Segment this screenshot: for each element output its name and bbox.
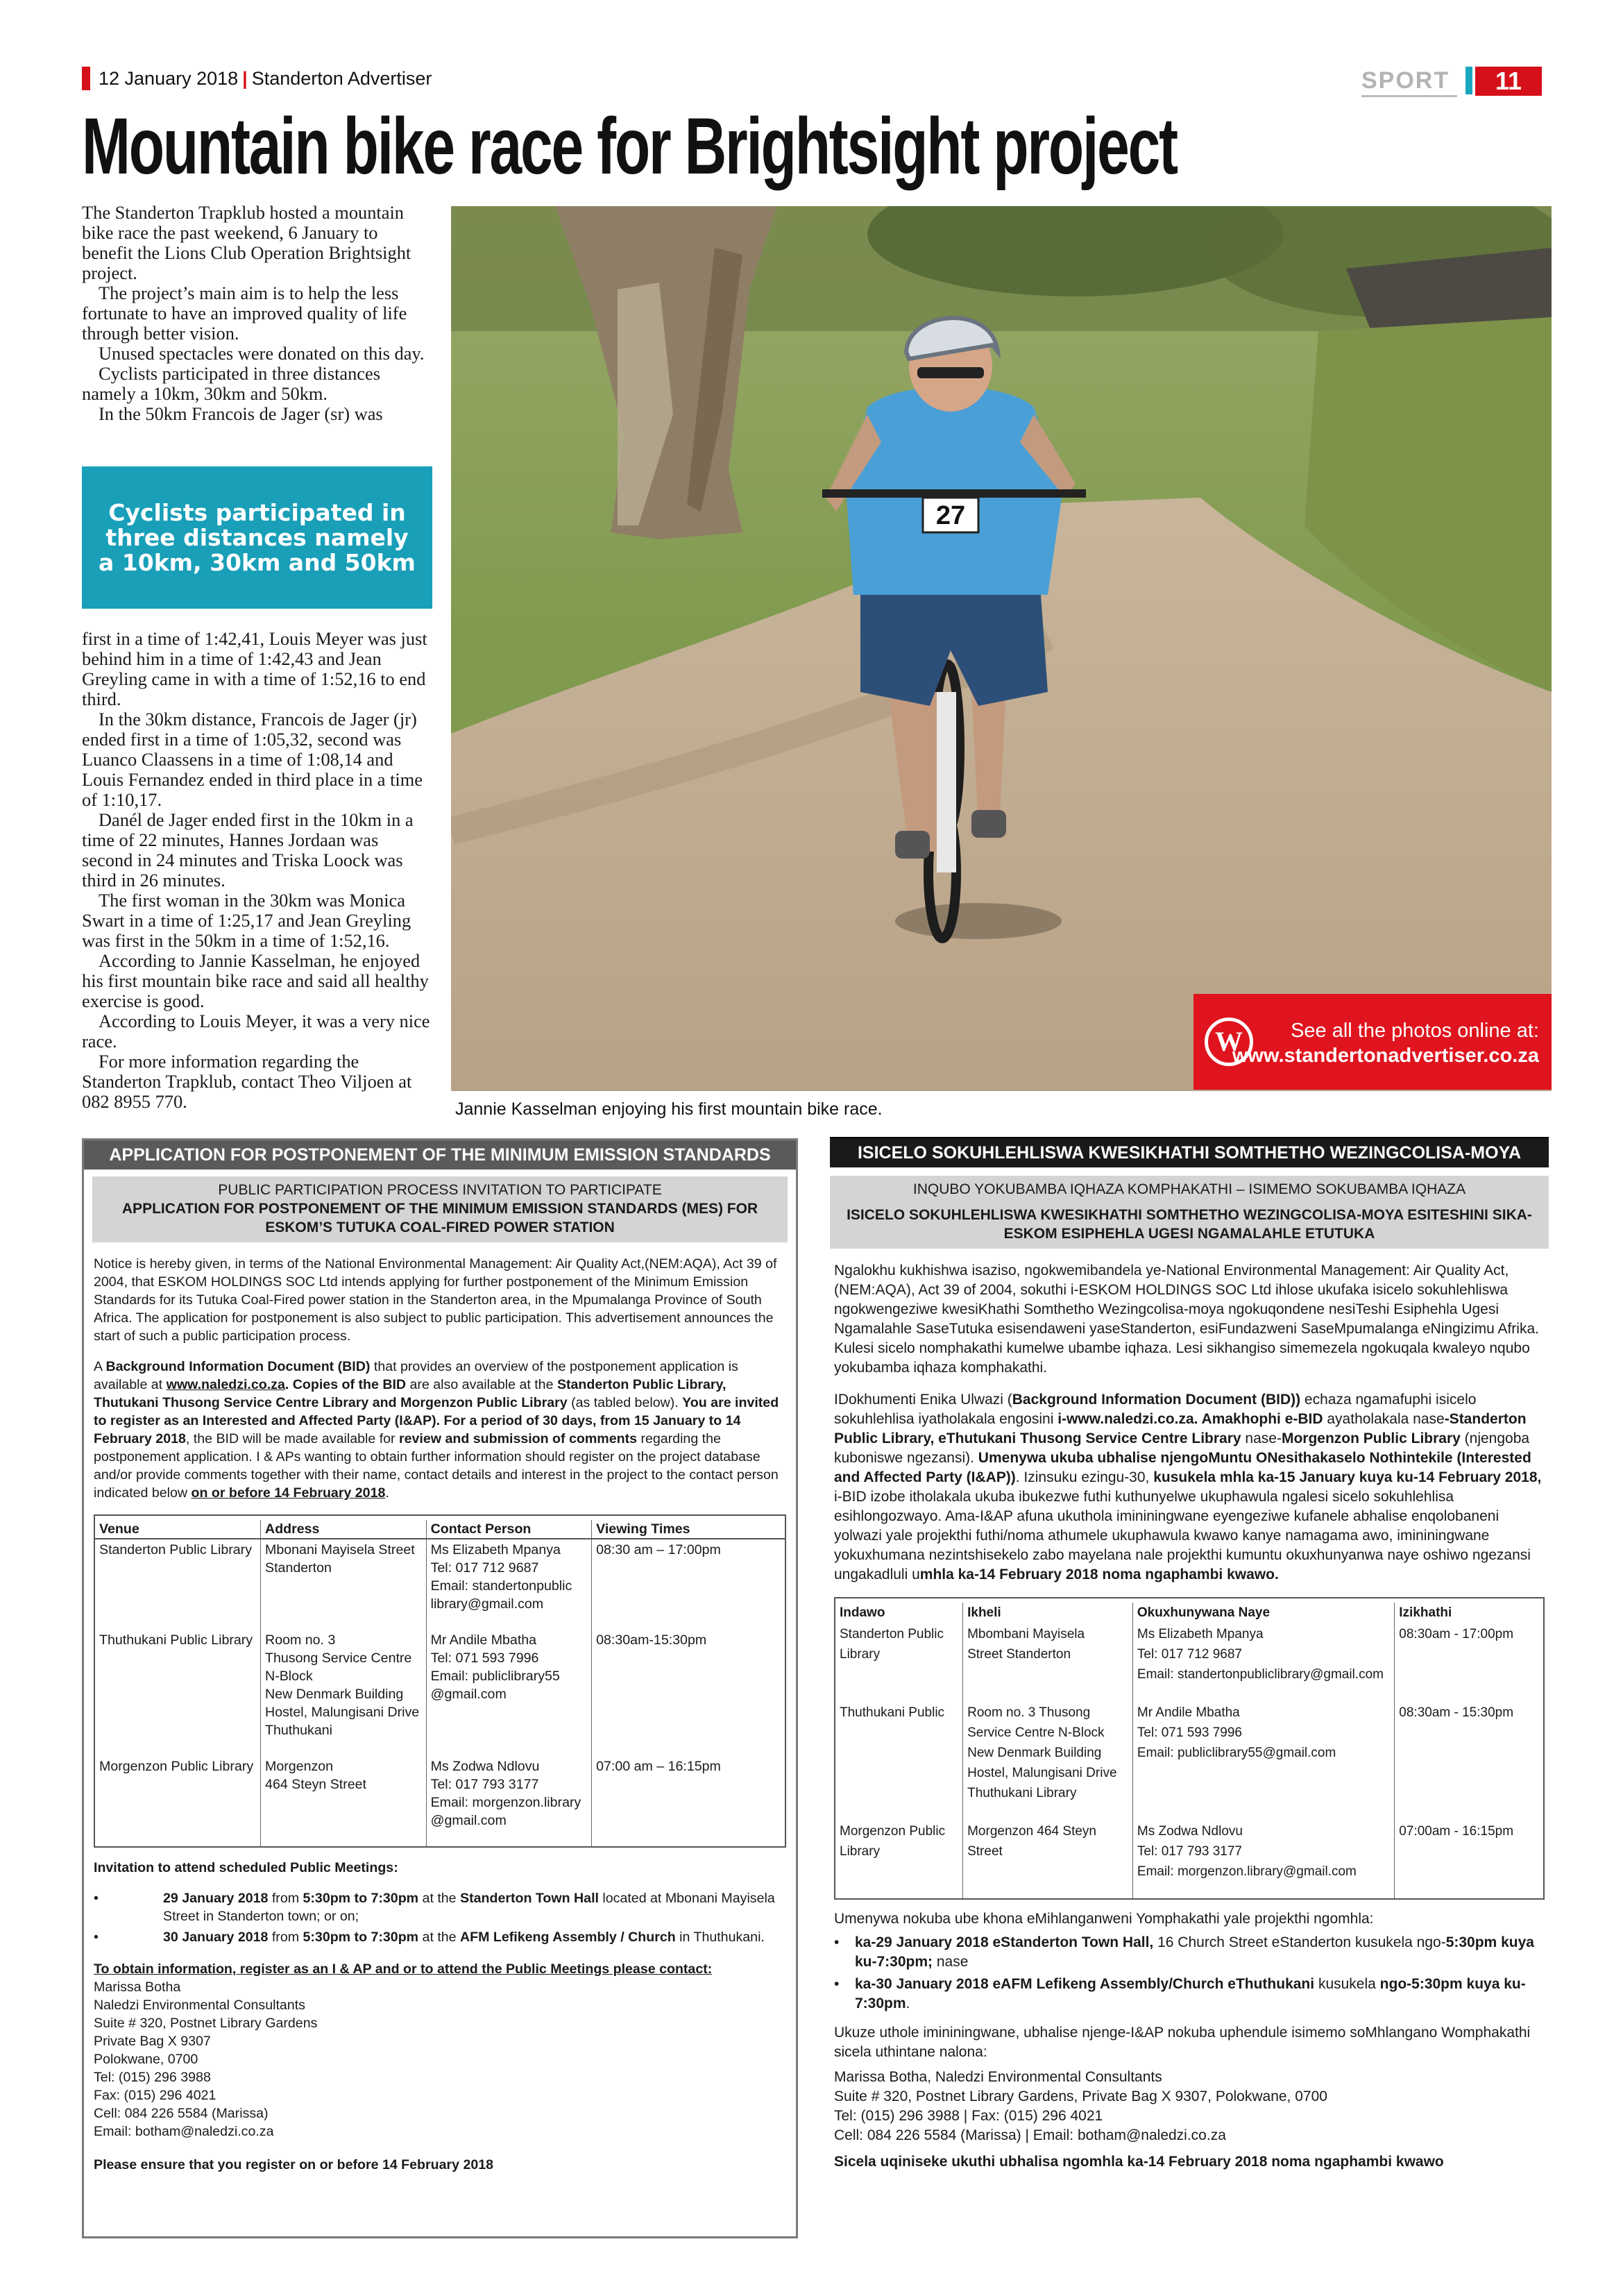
header-accent-bar: [82, 67, 90, 90]
cyclist-photo-illustration: [451, 206, 1552, 1091]
website-link[interactable]: i-www.naledzi.co.za. Amakhophi e-BID: [1057, 1411, 1323, 1427]
section-blue-tab: [1465, 67, 1472, 94]
table-header: Izikhathi: [1395, 1603, 1543, 1623]
table-header: Viewing Times: [592, 1520, 785, 1539]
table-header: Address: [261, 1520, 427, 1539]
section-underline: [1361, 95, 1457, 97]
notice-subheading: [92, 1176, 788, 1242]
article-paragraph: first in a time of 1:42,41, Louis Meyer was just behind him in a time of 1:42,43 and Jean Greyling came in with a time of 1:52,16 to end third.: [82, 628, 427, 709]
page-number: 11: [1475, 67, 1542, 96]
meetings-heading: Umenywa nokuba ube khona eMihlanganweni Yomphakathi yale projekthi ngomhla:: [834, 1911, 1374, 1927]
notice-paragraph: IDokhumenti Enika Ulwazi (Background Information Document (BID)) echaza ngamafuphi isicelo sokuhlehlisa iyatholakala engosini i-www.naledzi.co.za. Amakhophi e-BID ayatholakala nase-Standerton Public Library, eThutukani Thusong Service Centre Library nase-Morgenzon Public Library (njengoba kuboniswe ngezansi). Umenywa ukuba ubhalise njengoMuntu ONesithakaselo Nothintekile (Interested and Affected Party (I&AP)). Izinsuku ezingu-30, kusukela mhla ka-15 January kuya ku-14 February 2018, i-BID izobe itholakala ukuba ibukezwe futhi kuthunyelwe ukuphawula ngalesi sicelo sokuhlehlisa esihlongozwayo. Ama-I&AP afuna ukuthola imininingwane eyengeziwe kufanele abhalise enqolobaneni yolwazi yale projekthi futhi/noma athumele ukuphawula kwawo kanye namagama awo, imininingwane yokuxhumana nezintshisekelo zabo mayelana nale projekthi kumuntu okuxhunyanwa naye oshiwo ngezansi ungakadluli umhla ka-14 February 2018 noma ngaphambi kwawo.: [834, 1392, 1542, 1582]
venue-table: [834, 1597, 1545, 1900]
meetings-list: [94, 1889, 786, 1946]
article-photo: [451, 206, 1552, 1091]
article-paragraph: The project’s main aim is to help the less fortunate to have an improved quality of life through better vision.: [82, 282, 407, 344]
website-link[interactable]: www.naledzi.co.za: [166, 1377, 285, 1392]
table-row: Standerton Public Library Mbonani Mayisela Street Standerton Ms Elizabeth Mpanya Tel: 017 712 9687 Email: standertonpublic library@gmail.com 08:30 am – 17:00pm: [95, 1539, 785, 1630]
notice-body: [84, 1255, 796, 2174]
table-header: Indawo: [840, 1605, 885, 1620]
dateline-separator: |: [242, 68, 248, 89]
table-header-row: [95, 1520, 785, 1539]
article-paragraph: In the 30km distance, Francois de Jager (jr) ended first in a time of 1:05,32, second was Luanco Claassens in a time of 1:08,14 and Louis Fernandez ended in third place in a time of 1:10,17.: [82, 709, 423, 810]
table-header: Okuxhunywana Naye: [1132, 1603, 1394, 1623]
notice-paragraph: Ngalokhu kukhishwa isaziso, ngokwemibandela ye-National Environmental Management: Air Quality Act, (NEM:AQA), Act 39 of 2004, sokuthi i-ESKOM HOLDINGS SOC Ltd ihlose ukufaka isicelo sokuhlehliswa ngokwengeziwe kwesiKhathi Somthetho Wezingcolisa-moya ngokuqondene nesiTeshi Esiphehla Ugesi Ngamalahle SaseTutuka esisendaweni yaseStanderton, esiFundazweni SaseMpumalanga eNingizimu Afrika. Kulesi sicelo nomphakathi kumelwe ubambe iqhaza. Lesi sikhangiso simemezela ngokuqala kwaleyo nqubo yokubamba iqhaza komphakathi.: [834, 1263, 1539, 1376]
notice-english: [82, 1138, 798, 2238]
article-paragraph: According to Louis Meyer, it was a very nice race.: [82, 1011, 430, 1052]
page-dateline: [99, 67, 432, 90]
section-label: SPORT: [1361, 67, 1450, 94]
list-item: • 29 January 2018 from 5:30pm to 7:30pm at the Standerton Town Hall located at Mbonani Mayisela Street in Standerton town; or on;: [94, 1889, 786, 1925]
article-paragraph: Danél de Jager ended first in the 10km in a time of 22 minutes, Hannes Jordaan was second in 24 minutes and Triska Loock was third in 26 minutes.: [82, 809, 414, 890]
notice-subheading: [830, 1176, 1549, 1249]
table-row: Morgenzon Public Library Morgenzon 464 Steyn Street Ms Zodwa Ndlovu Tel: 017 793 3177 Email: morgenzon.library@gmail.com 07:00am - 16:15pm: [835, 1820, 1543, 1898]
notice-sub-line1: INQUBO YOKUBAMBA IQHAZA KOMPHAKATHI – ISIMEMO SOKUBAMBA IQHAZA: [912, 1181, 1466, 1197]
publication-logo-icon: W: [1205, 1018, 1253, 1066]
closing-note: Sicela uqiniseke ukuthi ubhalisa ngomhla ka-14 February 2018 noma ngaphambi kwawo: [834, 2154, 1444, 2170]
table-row: Thuthukani Public Room no. 3 Thusong Service Centre N-Block New Denmark Building Hostel, Malungisani Drive Thuthukani Library Mr Andile Mbatha Tel: 071 593 7996 Email: publiclibrary55@gmail.com 08:30am - 15:30pm: [835, 1701, 1543, 1820]
photo-caption: Jannie Kasselman enjoying his first mountain bike race.: [455, 1099, 883, 1119]
contact-heading: Ukuze uthole imininingwane, ubhalise njenge-I&AP nokuba uphendule isimemo soMhlangano Womphakathi sicela uthintane nalona:: [834, 2025, 1531, 2060]
article-paragraph: The Standerton Trapklub hosted a mountain bike race the past weekend, 6 January to benefit the Lions Club Operation Brightsight project.: [82, 202, 411, 283]
venue-table: [94, 1514, 786, 1848]
notice-title: APPLICATION FOR POSTPONEMENT OF THE MINIMUM EMISSION STANDARDS: [84, 1140, 796, 1170]
notice-title: ISICELO SOKUHLEHLISWA KWESIKHATHI SOMTHETHO WEZINGCOLISA-MOYA: [830, 1137, 1549, 1167]
contact-details: Marissa Botha Naledzi Environmental Consultants Suite # 320, Postnet Library Gardens Private Bag X 9307 Polokwane, 0700 Tel: (015) 296 3988 Fax: (015) 296 4021 Cell: 084 226 5584 (Marissa) Email: botham@naledzi.co.za: [94, 1980, 318, 2139]
list-item: • 30 January 2018 from 5:30pm to 7:30pm at the AFM Lefikeng Assembly / Church in Thuthukani.: [94, 1928, 786, 1946]
bib-number: 27: [935, 501, 966, 530]
publication-name: Standerton Advertiser: [251, 68, 432, 89]
article-paragraph: In the 50km Francois de Jager (sr) was: [99, 403, 383, 424]
notice-zulu: [830, 1137, 1549, 2239]
article-paragraph: Cyclists participated in three distances namely a 10km, 30km and 50km.: [82, 363, 381, 404]
contact-heading: To obtain information, register as an I & AP and or to attend the Public Meetings please contact:: [94, 1961, 713, 1977]
article-paragraph: Unused spectacles were donated on this day.: [99, 343, 425, 364]
table-row: Thuthukani Public Library Room no. 3 Thusong Service Centre N-Block New Denmark Building Hostel, Malungisani Drive Thuthukani Mr Andile Mbatha Tel: 071 593 7996 Email: publiclibrary55 @gmail.com 08:30am-15:30pm: [95, 1630, 785, 1756]
pull-quote: Cyclists participated in three distances namely a 10km, 30km and 50km: [82, 466, 432, 609]
notice-body: [830, 1261, 1549, 2172]
table-row: Standerton Public Library Mbombani Mayisela Street Standerton Ms Elizabeth Mpanya Tel: 017 712 9687 Email: standertonpubliclibrary@gmail.com 08:30am - 17:00pm: [835, 1623, 1543, 1701]
issue-date: 12 January 2018: [99, 68, 239, 89]
notice-sub-line2: APPLICATION FOR POSTPONEMENT OF THE MINIMUM EMISSION STANDARDS (MES) FOR ESKOM’S TUTUKA COAL-FIRED POWER STATION: [121, 1201, 758, 1235]
meetings-heading: Invitation to attend scheduled Public Meetings:: [94, 1860, 398, 1875]
table-header: Contact Person: [426, 1520, 592, 1539]
online-photos-promo[interactable]: [1193, 994, 1552, 1090]
promo-url-link[interactable]: www.standertonadvertiser.co.za: [1232, 1045, 1539, 1067]
article-column-bottom: [82, 629, 432, 1112]
notice-sub-line2: ISICELO SOKUHLEHLISWA KWESIKHATHI SOMTHETHO WEZINGCOLISA-MOYA ESITESHINI SIKA-ESKOM ESIPHEHLA UGESI NGAMALAHLE ETUTUKA: [847, 1207, 1532, 1242]
article-paragraph: The first woman in the 30km was Monica Swart in a time of 1:25,17 and Jean Greyling was first in the 50km in a time of 1:52,16.: [82, 890, 411, 951]
closing-note: Please ensure that you register on or before 14 February 2018: [94, 2157, 494, 2172]
article-column-top: [82, 203, 432, 424]
list-item: • ka-29 January 2018 eStanderton Town Hall, 16 Church Street eStanderton kusukela ngo-5:30pm kuya ku-7:30pm; nase: [834, 1933, 1545, 1972]
promo-text: See all the photos online at:: [1291, 1020, 1539, 1042]
table-header-row: [835, 1603, 1543, 1623]
notice-sub-line1: PUBLIC PARTICIPATION PROCESS INVITATION TO PARTICIPATE: [218, 1182, 662, 1198]
article-paragraph: According to Jannie Kasselman, he enjoyed his first mountain bike race and said all healthy exercise is good.: [82, 950, 429, 1011]
meetings-list: [834, 1933, 1545, 2014]
notice-paragraph: A Background Information Document (BID) that provides an overview of the postponement application is available at www.naledzi.co.za. Copies of the BID are also available at the Standerton Public Library, Thutukani Thusong Service Centre Library and Morgenzon Public Library (as tabled below). You are invited to register as an Interested and Affected Party (I&AP). For a period of 30 days, from 15 January to 14 February 2018, the BID will be made available for review and submission of comments regarding the postponement application. I & APs wanting to obtain further information should register on the project database and/or provide comments together with their name, contact details and interest in the project to the contact person indicated below on or before 14 February 2018.: [94, 1359, 779, 1501]
notice-paragraph: Notice is hereby given, in terms of the National Environmental Management: Air Quality Act,(NEM:AQA), Act 39 of 2004, that ESKOM HOLDINGS SOC Ltd intends applying for further postponement of the Minimum Emission Standards for its Tutuka Coal-Fired power station in the Standerton area, in the Mpumalanga Province of South Africa. The application for postponement is also subject to public participation. This advertisement announces the start of such a public participation process.: [94, 1256, 777, 1344]
table-header: Ikheli: [963, 1603, 1133, 1623]
article-paragraph: For more information regarding the Standerton Trapklub, contact Theo Viljoen at 082 8955 770.: [82, 1051, 412, 1112]
list-item: • ka-30 January 2018 eAFM Lefikeng Assembly/Church eThuthukani kusukela ngo-5:30pm kuya ku-7:30pm.: [834, 1975, 1545, 2014]
article-headline: Mountain bike race for Brightsight project: [82, 102, 1177, 191]
table-header: Venue: [95, 1520, 261, 1539]
contact-details: Marissa Botha, Naledzi Environmental Consultants Suite # 320, Postnet Library Gardens, Private Bag X 9307, Polokwane, 0700 Tel: (015) 296 3988 | Fax: (015) 296 4021 Cell: 084 226 5584 (Marissa) | Email: botham@naledzi.co.za: [834, 2069, 1327, 2143]
table-row: Morgenzon Public Library Morgenzon 464 Steyn Street Ms Zodwa Ndlovu Tel: 017 793 3177 Email: morgenzon.library @gmail.com 07:00 am – 16:15pm: [95, 1756, 785, 1846]
